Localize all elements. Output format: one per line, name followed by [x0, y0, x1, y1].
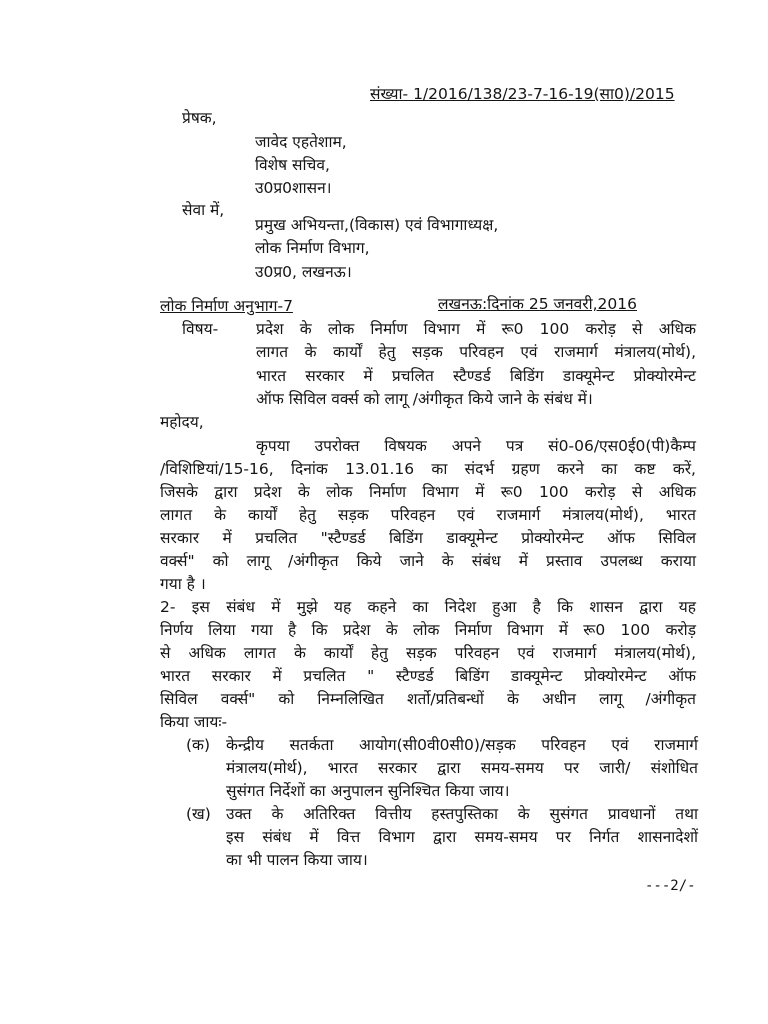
sender-office: उ0प्र0शासन। — [255, 179, 332, 197]
section-name: लोक निर्माण अनुभाग-7 — [160, 297, 293, 315]
sender-name: जावेद एहतेशाम, — [255, 133, 347, 151]
condition-b-line: इस संबंध में वित्त विभाग द्वारा समय-समय पर निर्गत शासनादेशों — [226, 828, 698, 846]
para1-line: वर्क्स" को लागू /अंगीकृत किये जाने के संबंध में प्रस्ताव उपलब्ध कराया — [160, 552, 696, 570]
recipient-line-2: लोक निर्माण विभाग, — [255, 239, 370, 257]
condition-a-line: मंत्रालय(मोर्थ), भारत सरकार द्वारा समय-समय पर जारी/ संशोधित — [226, 759, 698, 777]
subject-line: ऑफ सिविल वर्क्स को लागू /अंगीकृत किये जाने के संबंध में। — [256, 390, 593, 408]
recipient-label: सेवा में, — [182, 201, 225, 219]
recipient-line-1: प्रमुख अभियन्ता,(विकास) एवं विभागाध्यक्ष, — [255, 216, 499, 234]
para2-line: निर्णय लिया गया है कि प्रदेश के लोक निर्माण विभाग में रू0 100 करोड़ — [160, 621, 696, 639]
salutation: महोदय, — [160, 413, 204, 431]
para2-line: 2- इस संबंध में मुझे यह कहने का निदेश हुआ है कि शासन द्वारा यह — [160, 598, 696, 616]
subject-line: प्रदेश के लोक निर्माण विभाग में रू0 100 करोड़ से अधिक — [256, 320, 696, 338]
sender-label: प्रेषक, — [182, 109, 217, 127]
condition-b-line: उक्त के अतिरिक्त वित्तीय हस्तपुस्तिका के सुसंगत प्रावधानों तथा — [226, 805, 698, 823]
subject-line: भारत सरकार में प्रचलित स्टैण्डर्ड बिडिंग डाक्यूमेन्ट प्रोक्योरमेन्ट — [256, 367, 696, 385]
reference-number: संख्या- 1/2016/138/23-7-16-19(सा0)/2015 — [370, 85, 675, 103]
para2-line: सिविल वर्क्स" को निम्नलिखित शर्तो/प्रतिबन्धों के अधीन लागू /अंगीकृत — [160, 690, 696, 708]
para1-line: जिसके द्वारा प्रदेश के लोक निर्माण विभाग में रू0 100 करोड़ से अधिक — [160, 483, 696, 501]
condition-a-label: (क) — [186, 736, 210, 754]
page-continuation-marker: ---2/- — [645, 878, 696, 894]
para1-line: कृपया उपरोक्त विषयक अपने पत्र सं0-06/एस0ई0(पी)कैम्प — [256, 437, 696, 455]
para1-line: सरकार में प्रचलित "स्टैण्डर्ड बिडिंग डाक्यूमेन्ट प्रोक्योरमेन्ट ऑफ सिविल — [160, 529, 696, 547]
condition-b-line: का भी पालन किया जाय। — [226, 851, 368, 869]
condition-a-line: केन्द्रीय सतर्कता आयोग(सी0वी0सी0)/सड़क परिवहन एवं राजमार्ग — [226, 736, 698, 754]
place-date: लखनऊ:दिनांक 25 जनवरी,2016 — [438, 295, 637, 313]
para1-line: गया है । — [160, 575, 206, 593]
para2-line: से अधिक लागत के कार्यों हेतु सड़क परिवहन एवं राजमार्ग मंत्रालय(मोर्थ), — [160, 644, 696, 662]
condition-b-label: (ख) — [186, 805, 211, 823]
para2-line: किया जायः- — [160, 713, 228, 731]
subject-label: विषय- — [182, 320, 219, 338]
para1-line: /विशिष्टियां/15-16, दिनांक 13.01.16 का संदर्भ ग्रहण करने का कष्ट करें, — [160, 460, 696, 478]
subject-line: लागत के कार्यों हेतु सड़क परिवहन एवं राजमार्ग मंत्रालय(मोर्थ), — [256, 343, 696, 361]
condition-a-line: सुसंगत निर्देशों का अनुपालन सुनिश्चित किया जाय। — [226, 782, 510, 800]
sender-designation: विशेष सचिव, — [255, 156, 330, 174]
recipient-line-3: उ0प्र0, लखनऊ। — [255, 263, 352, 281]
para1-line: लागत के कार्यों हेतु सड़क परिवहन एवं राजमार्ग मंत्रालय(मोर्थ), भारत — [160, 506, 696, 524]
para2-line: भारत सरकार में प्रचलित " स्टैण्डर्ड बिडिंग डाक्यूमेन्ट प्रोक्योरमेन्ट ऑफ — [160, 667, 696, 685]
